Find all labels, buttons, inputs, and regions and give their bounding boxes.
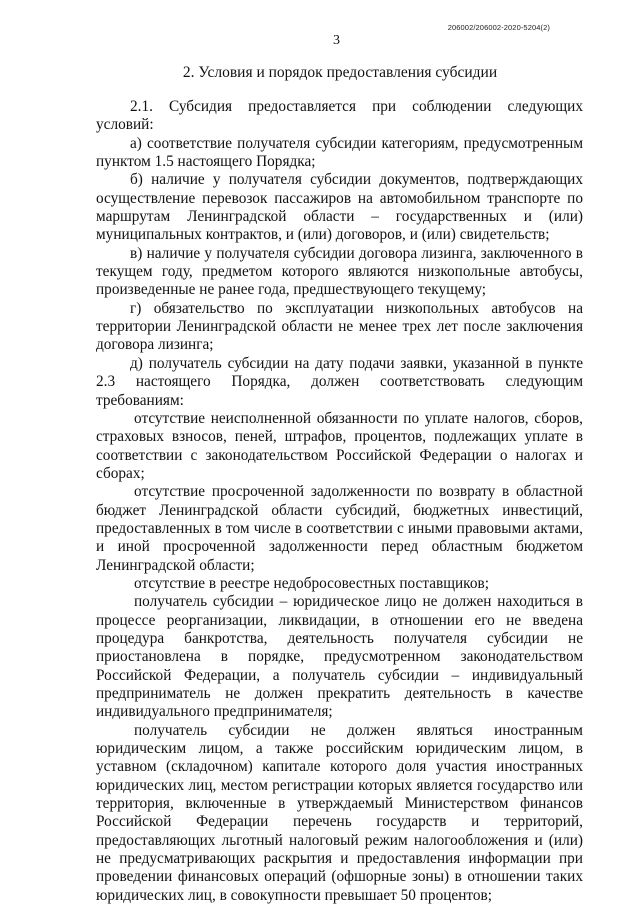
paragraph-condition-g: г) обязательство по эксплуатации низкопольных автобусов на территории Ленинградской области не менее трех лет после заключения договора лизинга; xyxy=(96,299,583,354)
section-title: 2. Условия и порядок предоставления субсидии xyxy=(182,64,498,81)
paragraph-condition-v: в) наличие у получателя субсидии договора лизинга, заключенного в текущем году, предметом которого являются низкопольные автобусы, произведенные не ранее года, предшествующего текущему; xyxy=(96,244,583,299)
paragraph-requirement-foreign-entity: получатель субсидии не должен являться иностранным юридическим лицом, а также российским юридическим лицом, в уставном (складочном) капитале которого доля участия иностранных юридических лиц, местом регистрации которых является государство или территория, включенные в утверждаемый Министерством финансов Российской Федерации перечень государств и территорий, предоставляющих льготный налоговый режим налогообложения и (или) не предусматривающих раскрытия и предоставления информации при проведении финансовых операций (офшорные зоны) в отношении таких юридических лиц, в совокупности превышает 50 процентов; xyxy=(96,721,583,904)
paragraph-condition-d: д) получатель субсидии на дату подачи заявки, указанной в пункте 2.3 настоящего Порядка, должен соответствовать следующим требованиям: xyxy=(96,354,583,409)
document-body xyxy=(96,98,583,905)
paragraph-condition-b: б) наличие у получателя субсидии документов, подтверждающих осуществление перевозок пассажиров на автомобильном транспорте по маршрутам Ленинградской области – государственных и (или) муниципальных контрактов, и (или) договоров, и (или) свидетельств; xyxy=(96,171,583,244)
paragraph-condition-a: а) соответствие получателя субсидии категориям, предусмотренным пунктом 1.5 настоящего Порядка; xyxy=(96,134,583,171)
document-id: 206002/206002-2020-5204(2) xyxy=(447,23,550,32)
paragraph-requirement-legal-status: получатель субсидии – юридическое лицо не должен находиться в процессе реорганизации, ликвидации, в отношении его не введена процедура банкротства, деятельность получателя субсидии не приостановлена в порядке, предусмотренном законодательством Российской Федерации, а получатель субсидии – индивидуальный предприниматель не должен прекратить деятельность в качестве индивидуального предпринимателя; xyxy=(96,593,583,721)
paragraph-2-1: 2.1. Субсидия предоставляется при соблюдении следующих условий: xyxy=(96,98,583,134)
paragraph-requirement-taxes: отсутствие неисполненной обязанности по уплате налогов, сборов, страховых взносов, пеней, штрафов, процентов, подлежащих уплате в соответствии с законодательством Российской Федерации о налогах и сборах; xyxy=(96,409,583,482)
page-number: 3 xyxy=(333,33,340,48)
paragraph-requirement-registry: отсутствие в реестре недобросовестных поставщиков; xyxy=(134,574,489,592)
paragraph-requirement-budget-debt: отсутствие просроченной задолженности по возврату в областной бюджет Ленинградской области субсидий, бюджетных инвестиций, предоставленных в том числе в соответствии с иными правовыми актами, и иной просроченной задолженности перед областным бюджетом Ленинградской области; xyxy=(96,483,583,574)
